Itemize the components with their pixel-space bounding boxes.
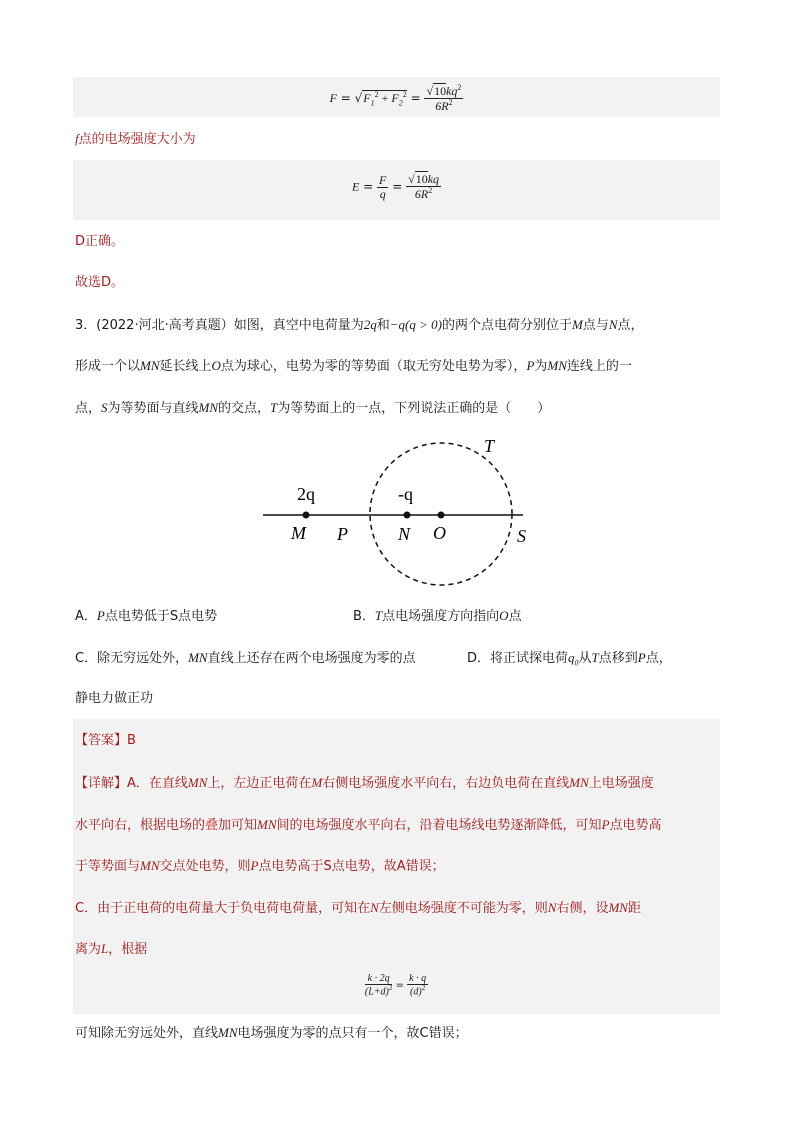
detail-line-3 (75, 856, 445, 877)
question-3-line-2 (75, 356, 632, 377)
option-A (75, 606, 217, 627)
var-P: P (637, 650, 646, 665)
t: C．除无穷远处外， (75, 651, 189, 666)
den-left-sq: 2 (388, 984, 393, 992)
t: 为等势面上的一点，下列说法正确的是（ ） (277, 401, 551, 416)
var-M: M (311, 775, 323, 790)
t: D．将正试探电荷 (467, 651, 569, 666)
t: 点， (75, 401, 102, 416)
t: 为 (534, 359, 548, 374)
label-P: P (337, 524, 348, 544)
t: 点与 (582, 318, 609, 333)
answer-line (75, 731, 136, 751)
option-C (75, 648, 416, 669)
t: ·河北·高考真题）如图，真空中电荷量为 (134, 318, 364, 333)
var-S: S (101, 400, 108, 415)
detail-line-6 (75, 1023, 468, 1044)
root-10: 10 (415, 172, 428, 186)
condition: (q > 0) (405, 317, 442, 332)
t: 点电势低于S点电势 (104, 609, 218, 624)
fraction-right (407, 973, 428, 997)
t: 点移到 (598, 651, 638, 666)
var-N: N (608, 317, 618, 332)
t: 的交点， (218, 401, 271, 416)
numerator-2: √10kq (408, 172, 440, 186)
var-L: L (101, 941, 109, 956)
t: 电场强度为零的点只有一个，故C错误； (237, 1026, 468, 1041)
detail-line-4 (75, 898, 641, 919)
kq-sq: 2 (457, 83, 462, 92)
fraction-2 (406, 173, 441, 201)
var-M: M (571, 317, 583, 332)
question-3-line-1 (75, 315, 644, 336)
t: A．在直线 (127, 776, 188, 791)
var-MN: MN (187, 775, 208, 790)
fraction-left (365, 973, 392, 997)
t: 连线上的一 (566, 359, 632, 374)
kq: kq (427, 172, 440, 186)
charge-2q: 2q (363, 317, 377, 332)
equals: = (363, 179, 374, 194)
sub-0: 0 (574, 658, 579, 668)
f-point-label (75, 129, 196, 150)
var-P: P (250, 858, 259, 873)
label-S: S (517, 526, 526, 546)
formula-block-1 (73, 77, 720, 117)
var-N: N (370, 900, 379, 915)
detail-line-2 (75, 815, 662, 836)
var-MN: MN (188, 650, 208, 665)
equals: = (340, 91, 351, 106)
denominator-1 (424, 99, 463, 113)
t: A． (75, 609, 97, 624)
denominator-2 (406, 187, 441, 201)
t: 距 (627, 901, 641, 916)
radicand (362, 90, 407, 108)
t: 间的电场强度水平向右，沿着电场线电势逐渐降低，可知 (276, 818, 602, 833)
den-sq: 2 (448, 98, 453, 108)
var-T: T (270, 400, 278, 415)
t: 3．( (75, 318, 102, 333)
t: 加可知 (218, 818, 258, 833)
t: 离为 (75, 942, 102, 957)
var-P: P (601, 817, 610, 832)
t: 点 (508, 609, 522, 624)
var-f: f (75, 131, 79, 146)
var-P: P (526, 358, 535, 373)
label-O: O (433, 523, 446, 543)
t: C．由于正电荷的电荷量大于负电荷电荷量，可知在 (75, 901, 371, 916)
point-M-dot (303, 512, 310, 519)
var-MN: MN (547, 358, 567, 373)
t: 点， (645, 651, 672, 666)
den-sq: 2 (428, 186, 433, 196)
var-MN: MN (140, 858, 160, 873)
den-q: q (379, 186, 386, 201)
var-F: F (329, 91, 337, 106)
t: 为等势面与直线 (107, 401, 199, 416)
den-right (407, 985, 428, 997)
option-B (353, 606, 522, 627)
var-T: T (591, 650, 599, 665)
fraction-F-q (377, 174, 388, 201)
var-MN: MN (569, 775, 589, 790)
detail-line-1 (75, 773, 654, 794)
var-MN: MN (140, 358, 160, 373)
charge-neg-q: −q (389, 317, 405, 332)
den-6R: 6R (414, 187, 429, 202)
sub-1: 1 (370, 98, 375, 108)
radical-sign: √ (354, 91, 363, 106)
answer-value: B (127, 733, 136, 748)
t-die: 叠 (205, 818, 219, 833)
t: 可知除无穷远处外，直线 (75, 1026, 219, 1041)
var-q: q (568, 650, 575, 665)
t: 和 (376, 318, 390, 333)
formula-E (73, 173, 720, 201)
t: 点， (617, 318, 644, 333)
detail-label: 【详解】 (75, 776, 128, 791)
fraction-1 (424, 84, 463, 113)
charge-diagram (255, 428, 545, 598)
t: 交点处电势，则 (159, 859, 251, 874)
t: 点电场强度方向指向 (382, 609, 500, 624)
f-label-text: 点的电场强度大小为 (78, 132, 196, 147)
t: 形成一个以 (75, 359, 141, 374)
var-T: T (374, 608, 383, 623)
plus: + (381, 91, 389, 106)
sq-1: 2 (374, 90, 379, 100)
equals-2: = (392, 179, 403, 194)
numerator-1: $√10kq^2$ (426, 83, 462, 98)
label-neg-q: -q (398, 484, 413, 504)
t: 上电场强度 (588, 776, 654, 791)
t: 点为球心，电势为零的等势面（取无穷处电势为零）， (220, 359, 527, 374)
t: 水平向右，根据电场的 (75, 818, 206, 833)
var-P: P (96, 608, 105, 623)
option-D-line-2: 静电力做正功 (75, 691, 154, 706)
t: 直线上还存在两个电场强度为零的点 (207, 651, 416, 666)
var-N: N (547, 900, 557, 915)
num-left: k · 2q (365, 973, 392, 985)
point-N-dot (404, 512, 411, 519)
t: 于等势面与 (75, 859, 141, 874)
root-10: 10 (434, 84, 447, 98)
formula-F (73, 84, 720, 113)
den-right-sq: 2 (421, 984, 426, 992)
choose-d: 故选D。 (75, 275, 125, 290)
t: 延长线上 (159, 359, 212, 374)
var-F2: F (391, 91, 399, 106)
var-MN: MN (608, 900, 628, 915)
option-D (467, 648, 672, 674)
t: ，根据 (108, 942, 148, 957)
formula-block-2 (73, 160, 720, 220)
label-N: N (398, 524, 411, 544)
t: 右侧电场强度水平向右，右边负电荷在直线 (322, 776, 570, 791)
var-MN: MN (257, 817, 277, 832)
var-E: E (351, 179, 360, 194)
den-left (365, 985, 392, 997)
var-MN: MN (218, 1025, 238, 1040)
t: B． (353, 609, 375, 624)
var-O: O (499, 608, 509, 623)
t: 从 (578, 651, 592, 666)
equals: = (395, 980, 404, 992)
formula-3 (73, 973, 720, 997)
den-left-base: (L+d) (364, 986, 389, 998)
label-M: M (291, 523, 306, 543)
sq-2: 2 (402, 90, 407, 100)
t: 点电势高 (609, 818, 662, 833)
point-O-dot (438, 512, 445, 519)
num-right: k · q (409, 973, 427, 984)
year: 2022 (101, 318, 135, 333)
t: 左侧电场强度不可能为零，则 (378, 901, 548, 916)
t: 点电势高于S点电势，故A错误； (258, 859, 445, 874)
t: 上，左边正电荷在 (207, 776, 312, 791)
kq: kq (446, 84, 458, 98)
detail-line-5 (75, 939, 147, 960)
question-3-line-3 (75, 398, 550, 419)
label-T: T (484, 436, 495, 456)
den-6R: 6R (435, 99, 449, 114)
t: 右侧，设 (556, 901, 609, 916)
den-right-base: (d) (410, 986, 422, 998)
sub-2: 2 (398, 98, 403, 108)
label-2q: 2q (297, 484, 315, 504)
var-O: O (211, 358, 221, 373)
var-MN: MN (198, 400, 219, 415)
t: 的两个点电荷分别位于 (441, 318, 572, 333)
equals-2: = (410, 91, 421, 106)
d-correct: D正确。 (75, 234, 125, 249)
answer-label: 【答案】 (75, 733, 128, 748)
var-F1: F (363, 91, 371, 106)
num-F: F (379, 172, 387, 187)
